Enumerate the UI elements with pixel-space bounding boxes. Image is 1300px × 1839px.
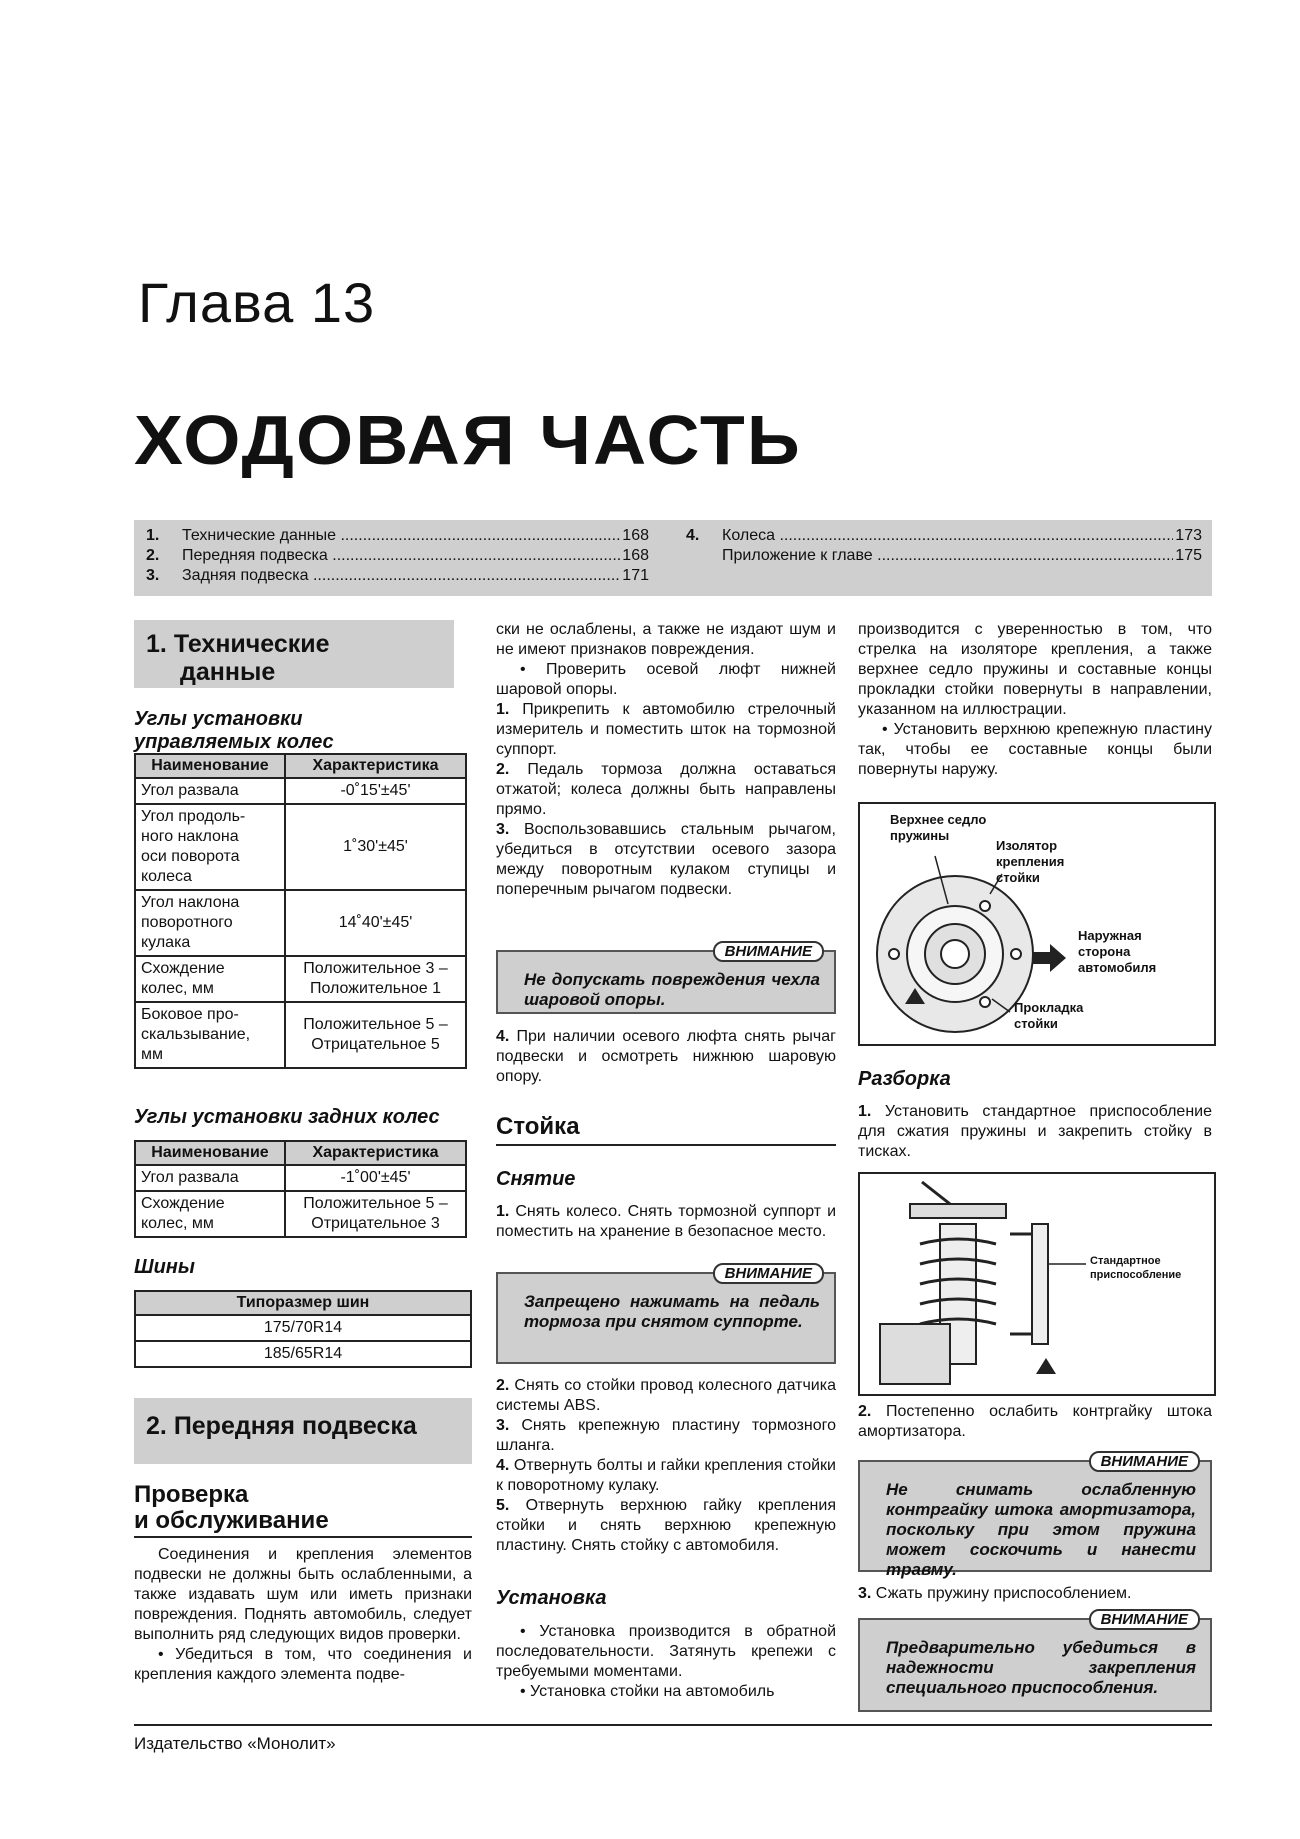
- toc-item[interactable]: 1. Технические данные ..... 168: [146, 526, 649, 546]
- column-3-top: производится с уверенностью в том, что стрелка на изоляторе крепления, а также верхнее седло пружины и составные концы прокладки стойки повернуты в направлении, указанном на иллюстрации. • Установить верхнюю крепежную пластину так, чтобы ее составные концы были повернуты наружу.: [858, 621, 1212, 778]
- table-of-contents: [134, 520, 1212, 596]
- warning-tag: ВНИМАНИЕ: [713, 1263, 824, 1284]
- toc-item[interactable]: 4. Колеса ..... 173: [686, 526, 1202, 546]
- rear-angles-heading: Углы установки задних колес: [134, 1106, 440, 1128]
- removal-steps: 2. Снять со стойки провод колесного датчика системы ABS. 3. Снять крепежную пластину тормозного шланга. 4. Отвернуть болты и гайки крепления стойки к поворотному кулаку. 5. Отвернуть верхнюю гайку крепления стойки и снять верхнюю крепежную пластину. Снять стойку с автомобиля.: [496, 1377, 836, 1554]
- front-angles-table: Наименование Характеристика Угол развала -0˚15'±45' Угол продоль- ного наклона оси поворота колеса 1˚30'±45' Угол наклона поворотного кулака 14˚40'±45' Схождение колес, мм Положительное 3 – Положительное 1 Боковое про- скальзывание, мм Положительное 5 – Отрицательное 5: [134, 753, 467, 1069]
- table-row: Боковое про- скальзывание, мм Положительное 5 – Отрицательное 5: [135, 1002, 466, 1068]
- tires-heading: Шины: [134, 1256, 195, 1278]
- disassembly-heading: Разборка: [858, 1068, 951, 1090]
- table-row: Схождение колес, мм Положительное 5 – Отрицательное 3: [135, 1191, 466, 1237]
- table-row: Угол развала -1˚00'±45': [135, 1165, 466, 1191]
- warning-box: ВНИМАНИЕ Не снимать ослабленную контргайку штока амортизатора, поскольку при этом пружина может соскочить и нанести травму.: [858, 1460, 1212, 1572]
- table-row: 185/65R14: [135, 1341, 471, 1367]
- strut-mount-figure: Верхнее седло пружины Изолятор крепления стойки Наружная сторона автомобиля Прокладка стойки: [858, 802, 1216, 1046]
- toc-item[interactable]: 3. Задняя подвеска ..... 171: [146, 566, 649, 586]
- spring-compressor-figure: Стандартное приспособление: [858, 1172, 1216, 1396]
- disassembly-step-1: 1. Установить стандартное приспособление для сжатия пружины и закрепить стойку в тисках.: [858, 1103, 1213, 1160]
- front-angles-heading: Углы установки управляемых колес: [134, 708, 334, 753]
- footer-divider: [134, 1724, 1212, 1726]
- disassembly-step-3: 3. Сжать пружину приспособлением.: [858, 1585, 1132, 1602]
- warning-tag: ВНИМАНИЕ: [1089, 1451, 1200, 1472]
- install-heading: Установка: [496, 1587, 607, 1609]
- chapter-label: Глава 13: [138, 271, 376, 334]
- warning-box: ВНИМАНИЕ Запрещено нажимать на педаль тормоза при снятом суппорте.: [496, 1272, 836, 1364]
- toc-item[interactable]: 2. Передняя подвеска ..... 168: [146, 546, 649, 566]
- section-2-heading: 2. Передняя подвеска: [134, 1398, 472, 1464]
- removal-step-1: 1. Снять колесо. Снять тормозной суппорт и поместить на хранение в безопасное место.: [496, 1203, 837, 1240]
- check-text: Соединения и крепления элементов подвески не должны быть ослабленными, а также издавать шум или иметь признаки повреждения. Поднять автомобиль, следует выполнить ряд следующих видов проверки. • Убедиться в том, что соединения и крепления каждого элемента подве-: [134, 1546, 472, 1683]
- strut-heading: Стойка: [496, 1114, 836, 1146]
- disassembly-step-2: 2. Постепенно ослабить контргайку штока амортизатора.: [858, 1403, 1212, 1440]
- rear-angles-table: Наименование Характеристика Угол развала -1˚00'±45' Схождение колес, мм Положительное 5 – Отрицательное 3: [134, 1140, 467, 1238]
- table-row: Угол развала -0˚15'±45': [135, 778, 466, 804]
- page-title: ХОДОВАЯ ЧАСТЬ: [134, 401, 802, 479]
- table-row: 175/70R14: [135, 1315, 471, 1341]
- check-heading: Проверка и обслуживание: [134, 1482, 472, 1538]
- publisher-footer: Издательство «Монолит»: [134, 1734, 336, 1753]
- table-row: Угол продоль- ного наклона оси поворота колеса 1˚30'±45': [135, 804, 466, 890]
- column-2-top: ски не ослаблены, а также не издают шум и не имеют признаков повреждения. • Проверить осевой люфт нижней шаровой опоры. 1. Прикрепить к автомобилю стрелочный измеритель и поместить шток на тормозной суппорт. 2. Педаль тормоза должна оставаться отжатой; колеса должны быть направлены прямо. 3. Воспользовавшись стальным рычагом, убедиться в отсутствии осевого зазора между поворотным кулаком ступицы и поперечным рычагом подвески.: [496, 621, 836, 898]
- removal-heading: Снятие: [496, 1168, 576, 1190]
- tires-table: Типоразмер шин 175/70R14 185/65R14: [134, 1290, 472, 1368]
- warning-tag: ВНИМАНИЕ: [1089, 1609, 1200, 1630]
- warning-box: ВНИМАНИЕ Не допускать повреждения чехла шаровой опоры.: [496, 950, 836, 1014]
- warning-box: ВНИМАНИЕ Предварительно убедиться в надежности закрепления специального приспособления.: [858, 1618, 1212, 1712]
- install-text: • Установка производится в обратной последовательности. Затянуть крепежи с требуемыми моментами. • Установка стойки на автомобиль: [496, 1623, 836, 1700]
- toc-item[interactable]: Приложение к главе ..... 175: [686, 546, 1202, 566]
- table-row: Схождение колес, мм Положительное 3 – Положительное 1: [135, 956, 466, 1002]
- section-1-heading: 1. Технические данные: [134, 620, 454, 688]
- step-4: 4. При наличии осевого люфта снять рычаг подвески и осмотреть нижнюю шаровую опору.: [496, 1028, 836, 1085]
- spring-compressor-drawing: [860, 1174, 1214, 1394]
- warning-tag: ВНИМАНИЕ: [713, 941, 824, 962]
- table-row: Угол наклона поворотного кулака 14˚40'±45': [135, 890, 466, 956]
